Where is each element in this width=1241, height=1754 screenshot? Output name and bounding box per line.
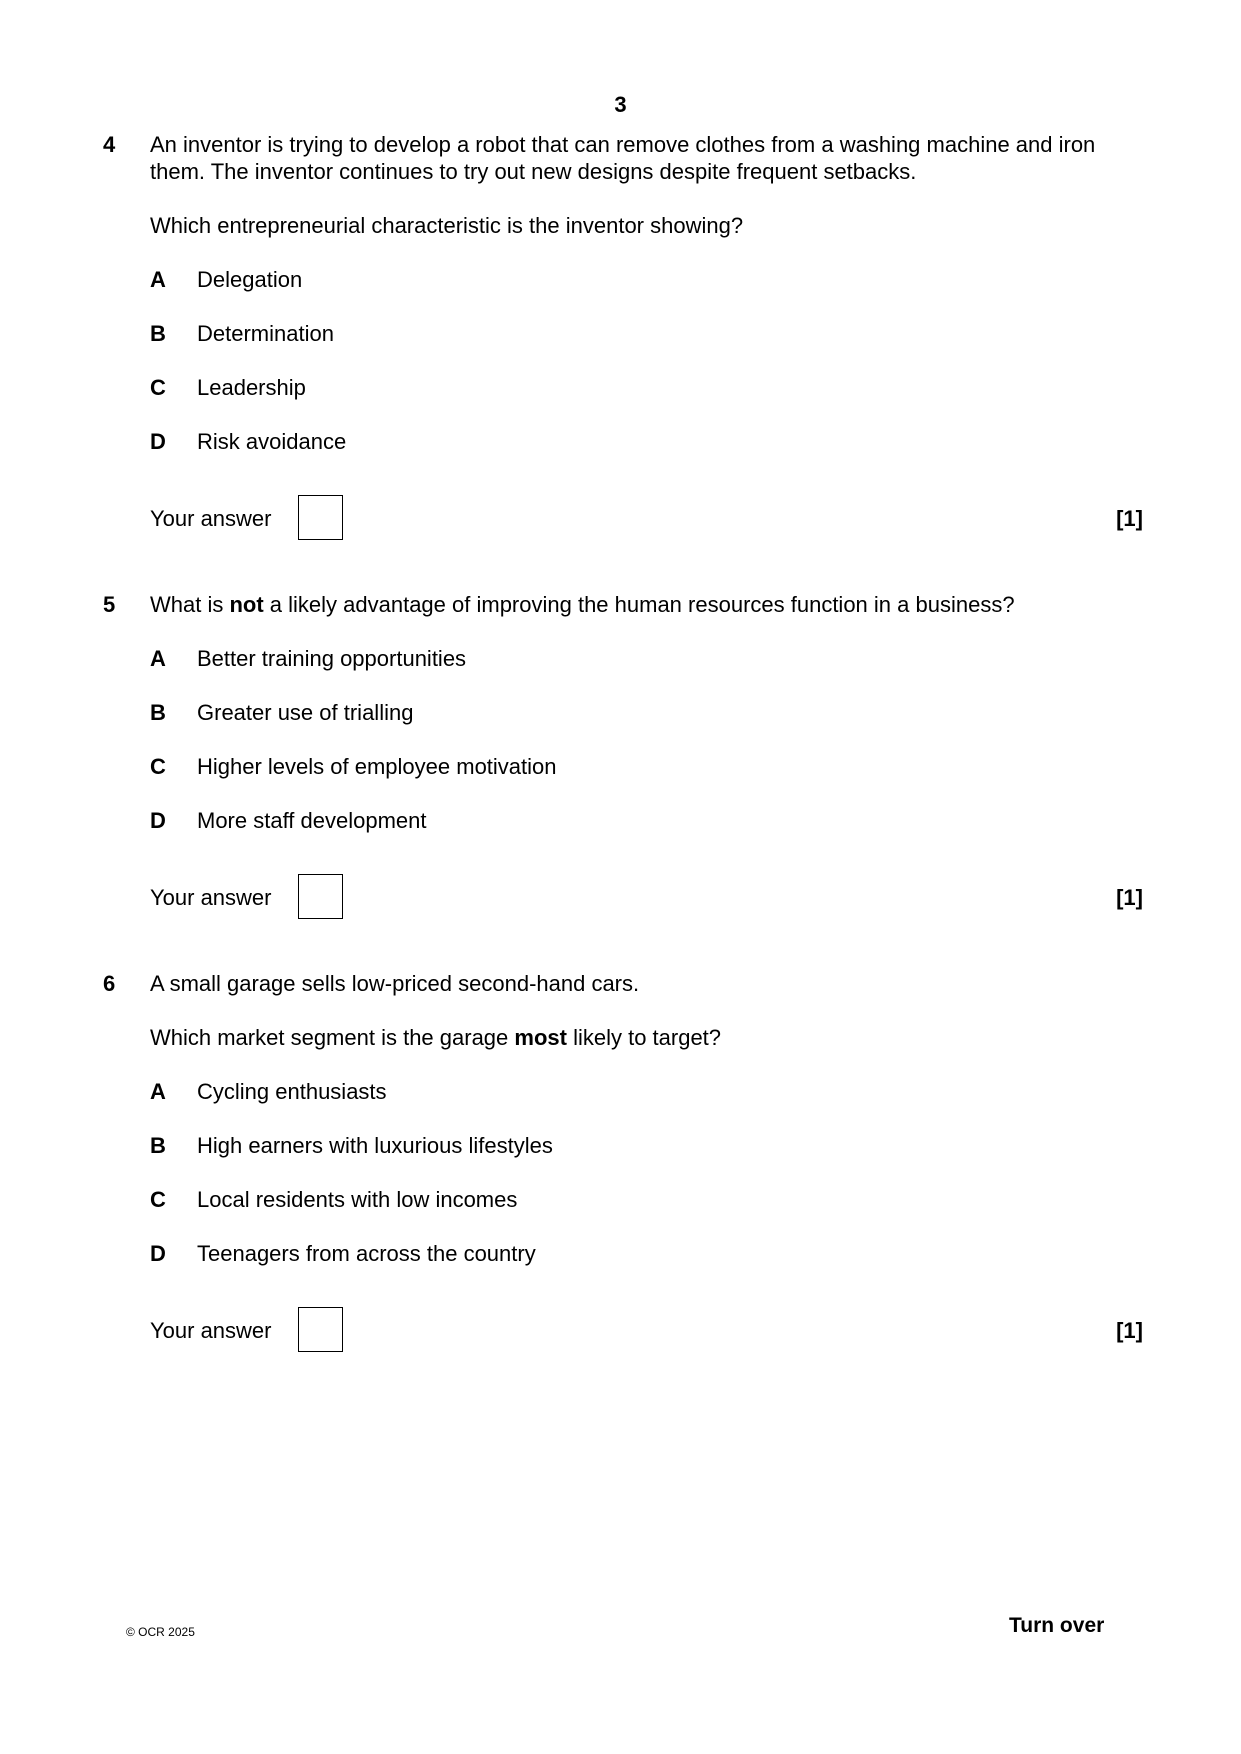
stem-text: What is <box>150 592 230 617</box>
option-a[interactable] <box>150 645 1150 672</box>
option-text: High earners with luxurious lifestyles <box>197 1133 553 1158</box>
marks-label: [1] <box>1116 506 1143 531</box>
question-body <box>150 591 1150 834</box>
option-letter: A <box>150 646 166 671</box>
option-letter: D <box>150 1241 166 1266</box>
answer-row <box>150 874 1143 922</box>
answer-options <box>150 266 1150 455</box>
marks-label: [1] <box>1116 885 1143 910</box>
question-stem-line: them. The inventor continues to try out new designs despite frequent setbacks. <box>150 159 917 184</box>
stem-emphasis: not <box>229 592 264 617</box>
answer-row <box>150 495 1143 543</box>
question-4 <box>103 131 1143 551</box>
copyright-notice: © OCR 2025 <box>126 1625 195 1639</box>
question-prompt: Which entrepreneurial characteristic is the inventor showing? <box>150 213 744 238</box>
answer-box[interactable] <box>298 874 343 919</box>
answer-box[interactable] <box>298 1307 343 1352</box>
turn-over-label: Turn over <box>1009 1614 1105 1637</box>
question-number: 5 <box>103 592 116 617</box>
option-text: Higher levels of employee motivation <box>197 754 557 779</box>
option-text: Cycling enthusiasts <box>197 1079 387 1104</box>
option-letter: D <box>150 808 166 833</box>
option-d[interactable] <box>150 428 1150 455</box>
option-b[interactable] <box>150 1132 1150 1159</box>
question-stem <box>150 591 1150 618</box>
question-number: 4 <box>103 132 116 157</box>
option-c[interactable] <box>150 753 1150 780</box>
prompt-text: Which market segment is the garage <box>150 1025 515 1050</box>
option-c[interactable] <box>150 1186 1150 1213</box>
prompt-emphasis: most <box>514 1025 567 1050</box>
option-letter: D <box>150 429 166 454</box>
option-letter: C <box>150 754 166 779</box>
option-text: Teenagers from across the country <box>197 1241 536 1266</box>
option-a[interactable] <box>150 266 1150 293</box>
option-letter: A <box>150 1079 166 1104</box>
option-letter: A <box>150 267 166 292</box>
option-d[interactable] <box>150 807 1150 834</box>
answer-box[interactable] <box>298 495 343 540</box>
marks-label: [1] <box>1116 1318 1143 1343</box>
page-number: 3 <box>614 92 627 117</box>
question-body <box>150 970 1150 1267</box>
option-text: Leadership <box>197 375 306 400</box>
question-prompt <box>150 1024 1150 1051</box>
answer-label: Your answer <box>150 1318 272 1343</box>
option-text: Risk avoidance <box>197 429 347 454</box>
option-c[interactable] <box>150 374 1150 401</box>
prompt-text: likely to target? <box>566 1025 722 1050</box>
question-stem-line: An inventor is trying to develop a robot that can remove clothes from a washing machine and iron <box>150 132 1096 157</box>
option-text: Greater use of trialling <box>197 700 414 725</box>
option-a[interactable] <box>150 1078 1150 1105</box>
answer-options <box>150 645 1150 834</box>
option-text: Determination <box>197 321 334 346</box>
question-number: 6 <box>103 971 116 996</box>
answer-options <box>150 1078 1150 1267</box>
option-letter: B <box>150 1133 166 1158</box>
option-text: Better training opportunities <box>197 646 467 671</box>
question-stem: A small garage sells low-priced second-hand cars. <box>150 971 640 996</box>
option-text: Delegation <box>197 267 303 292</box>
option-letter: B <box>150 700 166 725</box>
option-d[interactable] <box>150 1240 1150 1267</box>
option-b[interactable] <box>150 699 1150 726</box>
question-5 <box>103 591 1143 931</box>
option-b[interactable] <box>150 320 1150 347</box>
stem-text: a likely advantage of improving the human resources function in a business? <box>263 592 1015 617</box>
option-letter: C <box>150 1187 166 1212</box>
answer-label: Your answer <box>150 506 272 531</box>
option-letter: B <box>150 321 166 346</box>
option-text: More staff development <box>197 808 427 833</box>
question-body <box>150 131 1150 455</box>
option-letter: C <box>150 375 166 400</box>
answer-row <box>150 1307 1143 1355</box>
question-6 <box>103 970 1143 1370</box>
answer-label: Your answer <box>150 885 272 910</box>
option-text: Local residents with low incomes <box>197 1187 518 1212</box>
